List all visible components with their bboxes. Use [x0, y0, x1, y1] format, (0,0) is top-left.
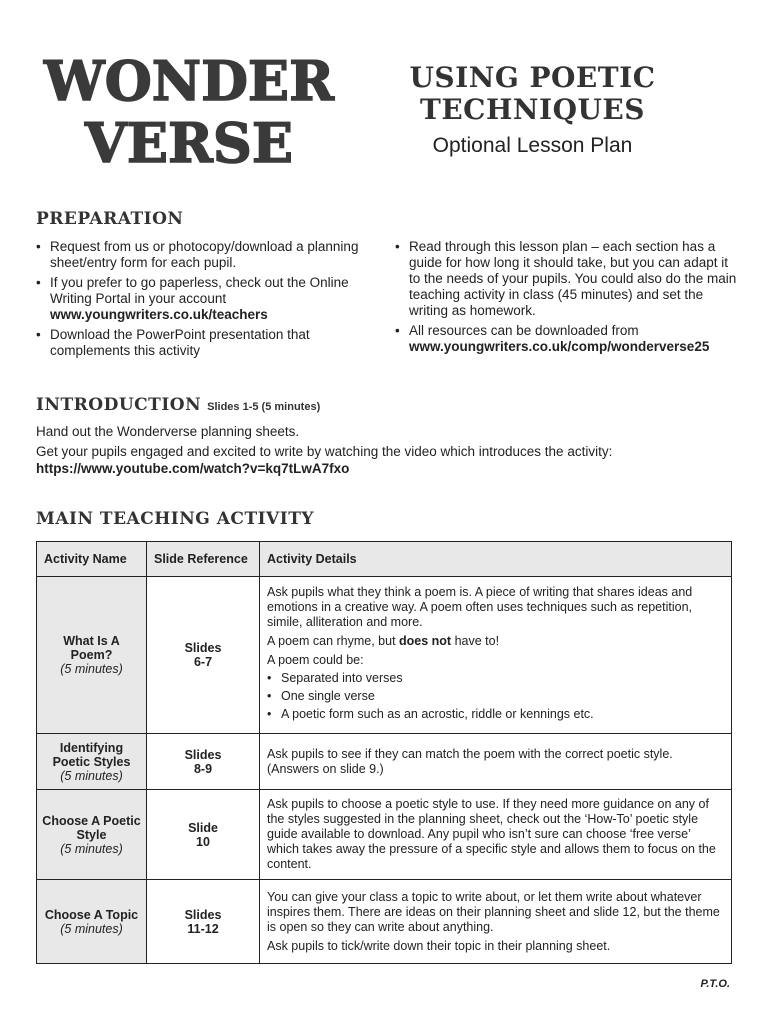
list-item [36, 275, 381, 323]
details-emphasis: does not [399, 634, 452, 648]
header [400, 62, 665, 158]
slide-label: Slides [184, 641, 222, 655]
video-link[interactable]: https://www.youtube.com/watch?v=kq7tLwA7fxo [36, 461, 350, 476]
activity-details-cell [260, 734, 732, 790]
slide-numbers: 8-9 [193, 761, 213, 776]
activity-name: What Is A Poem? [63, 634, 120, 662]
col-header: Slide Reference [147, 542, 260, 577]
slide-ref-cell [147, 790, 260, 880]
list-item: • A poetic form such as an acrostic, riddle or kennings etc. [267, 707, 724, 722]
logo-line1: WONDER [44, 49, 334, 113]
main-activity-heading: MAIN TEACHING ACTIVITY [36, 509, 314, 529]
details-paragraph: A poem could be: [267, 653, 364, 667]
activity-details-cell [260, 880, 732, 964]
resources-link[interactable]: www.youngwriters.co.uk/comp/wonderverse25 [409, 339, 710, 354]
table-row [37, 880, 732, 964]
introduction-slides-note: Slides 1-5 (5 minutes) [207, 401, 321, 413]
intro-line2: Get your pupils engaged and excited to write by watching the video which introduces the activity: [36, 444, 613, 459]
pto-label: P.T.O. [700, 978, 730, 990]
activity-time: (5 minutes) [60, 662, 123, 676]
list-item: • One single verse [267, 689, 724, 704]
activity-time: (5 minutes) [60, 921, 123, 936]
activity-details-cell [260, 577, 732, 734]
details-paragraph: Ask pupils to tick/write down their topic in their planning sheet. [267, 938, 611, 953]
list-item: • Separated into verses [267, 671, 724, 686]
slide-label: Slide [188, 820, 218, 835]
details-paragraph: You can give your class a topic to write about, or let them write about whatever inspires them. There are ideas on their planning sheet and slide 12, but the theme is open so they can write about anything. [267, 889, 720, 934]
page-subtitle: Optional Lesson Plan [432, 134, 633, 157]
title-line1: USING POETIC [409, 61, 656, 94]
page-title [400, 62, 665, 126]
title-line2: TECHNIQUES [420, 93, 645, 126]
slide-numbers: 6-7 [193, 655, 213, 669]
table-row [37, 790, 732, 880]
introduction-heading-text: INTRODUCTION [36, 395, 202, 415]
details-text: have to! [451, 634, 500, 648]
slide-label: Slides [184, 747, 222, 762]
list-item-text: If you prefer to go paperless, check out the Online Writing Portal in your account [50, 275, 349, 306]
details-list [267, 671, 724, 722]
slide-ref-cell [147, 734, 260, 790]
preparation-right-list [395, 239, 740, 359]
slide-ref-cell [147, 880, 260, 964]
activity-name-cell [37, 577, 147, 734]
slide-numbers: 10 [196, 834, 210, 849]
teachers-link[interactable]: www.youngwriters.co.uk/teachers [50, 307, 268, 322]
table-row [37, 734, 732, 790]
activity-time: (5 minutes) [60, 841, 123, 856]
intro-line1: Hand out the Wonderverse planning sheets. [36, 424, 300, 439]
preparation-heading: PREPARATION [36, 209, 184, 229]
logo-line2: VERSE [84, 111, 294, 175]
slide-label: Slides [184, 907, 222, 922]
list-item-text: All resources can be downloaded from [409, 323, 639, 338]
preparation-left-list [36, 239, 381, 363]
list-item-text: Read through this lesson plan – each section has a guide for how long it should take, but you can adapt it to the needs of your pupils. You could also do the main teaching activity in class (45 minutes) and set the writing as homework. [409, 239, 737, 318]
details-paragraph: Ask pupils to choose a poetic style to use. If they need more guidance on any of the styles suggested in the planning sheet, check out the ‘How-To’ poetic style guide available to download. Any pupil who isn’t sure can choose ‘free verse’ which takes away the pressure of a specific style and allows them to focus on the content. [267, 797, 716, 871]
activity-name: Choose A Topic [44, 907, 139, 922]
activity-table [36, 541, 732, 964]
col-header: Activity Details [260, 542, 732, 577]
introduction-body [36, 423, 736, 477]
list-item [395, 323, 740, 355]
col-header: Activity Name [37, 542, 147, 577]
activity-details-cell [260, 790, 732, 880]
details-paragraph: Ask pupils what they think a poem is. A piece of writing that shares ideas and emotions in a creative way. A poem often uses techniques such as repetition, simile, alliteration and more. [267, 585, 693, 629]
details-paragraph [267, 634, 724, 649]
details-text: A poem can rhyme, but [267, 634, 400, 648]
slide-numbers: 11-12 [187, 921, 219, 936]
list-item [36, 239, 381, 271]
activity-name: Choose A Poetic Style [42, 813, 141, 842]
activity-time: (5 minutes) [60, 768, 123, 783]
activity-name-cell [37, 790, 147, 880]
list-item-text: Download the PowerPoint presentation that complements this activity [50, 327, 310, 358]
activity-name-cell [37, 734, 147, 790]
slide-ref-cell [147, 577, 260, 734]
activity-name: Identifying Poetic Styles [52, 740, 131, 769]
list-item [395, 239, 740, 319]
activity-name-cell [37, 880, 147, 964]
introduction-heading [36, 395, 320, 415]
list-item [36, 327, 381, 359]
wonderverse-logo [44, 42, 334, 182]
table-row [37, 577, 732, 734]
table-header-row [37, 542, 732, 577]
details-paragraph: Ask pupils to see if they can match the poem with the correct poetic style. (Answers on slide 9.) [267, 746, 673, 776]
list-item-text: Request from us or photocopy/download a planning sheet/entry form for each pupil. [50, 239, 359, 270]
